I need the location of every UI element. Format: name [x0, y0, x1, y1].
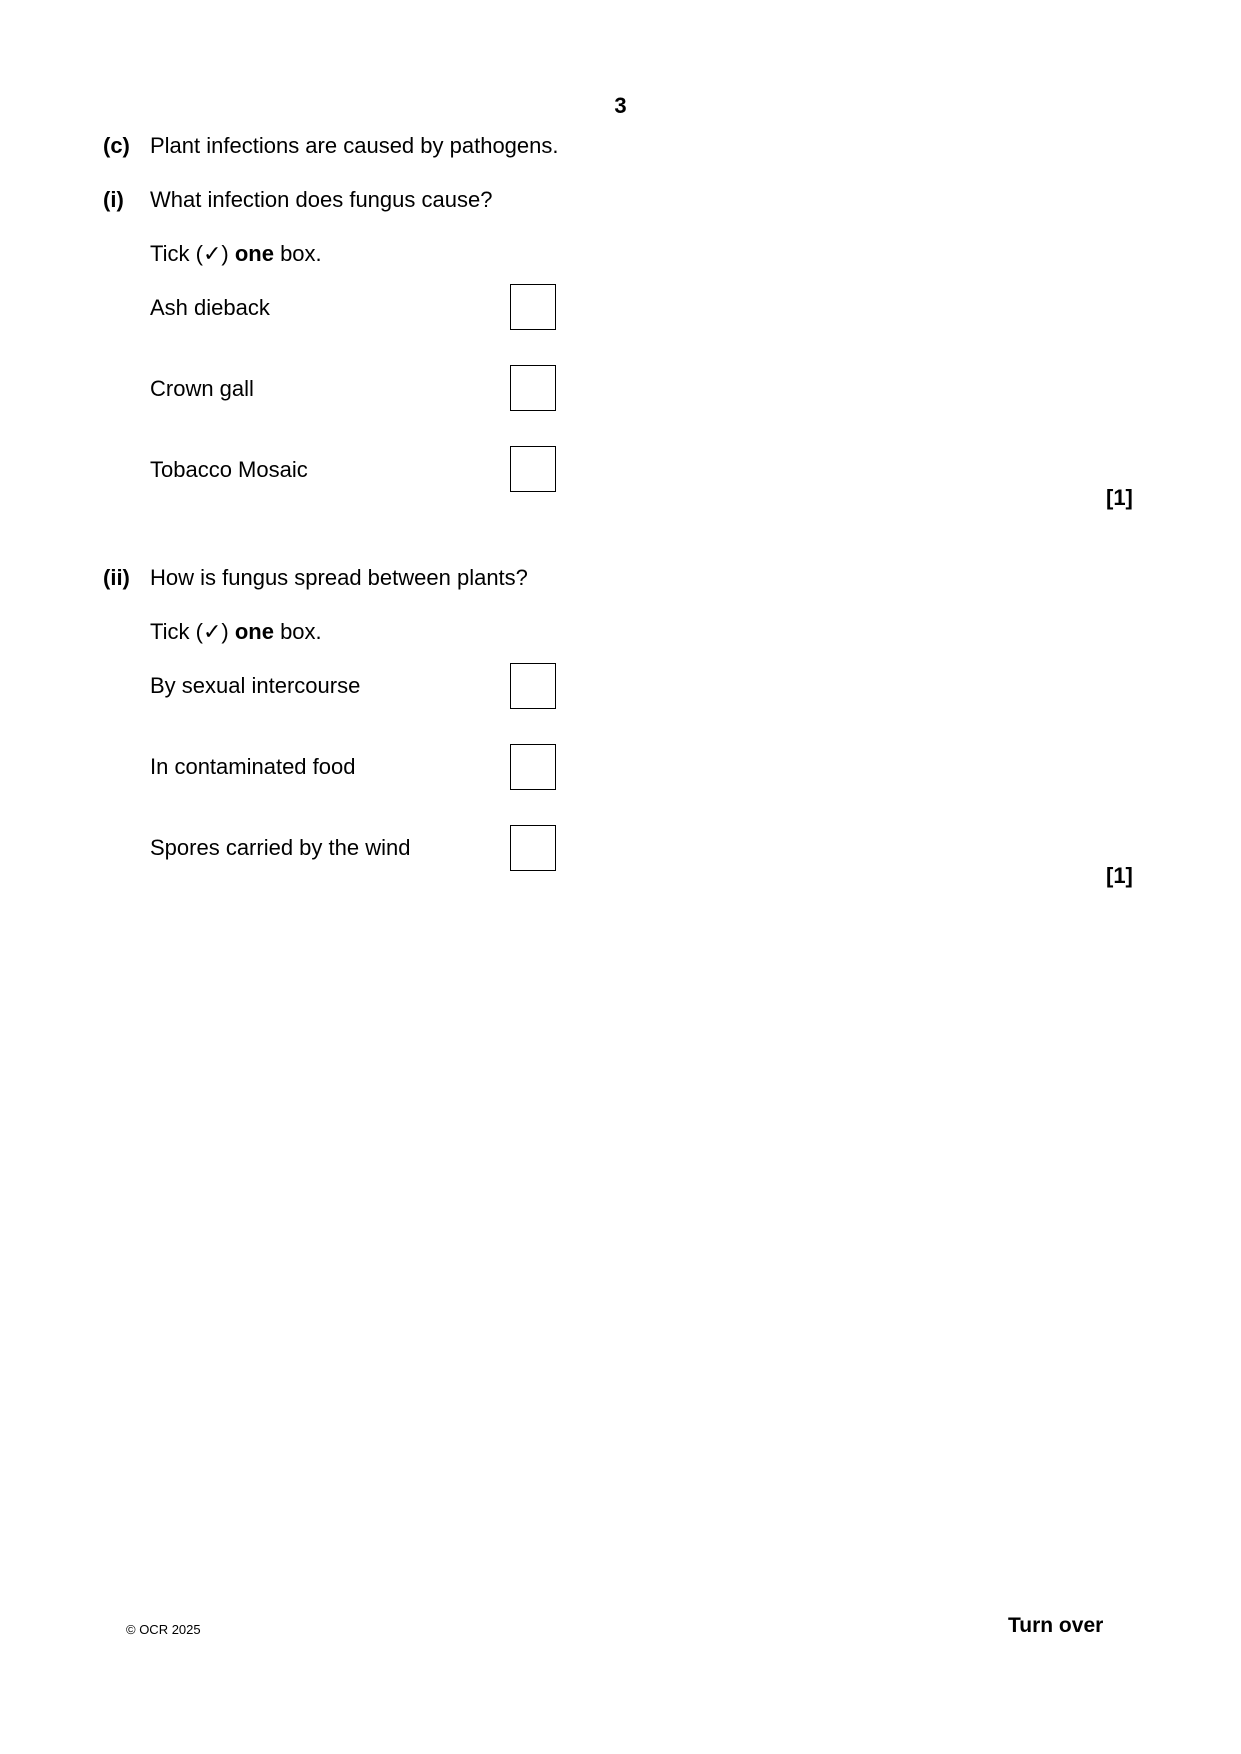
option-tobacco-mosaic-checkbox[interactable]: [510, 446, 556, 492]
option-spores-wind-label: Spores carried by the wind: [150, 835, 411, 860]
option-contaminated-food-checkbox[interactable]: [510, 744, 556, 790]
option-spores-wind-checkbox[interactable]: [510, 825, 556, 871]
part-c-text: Plant infections are caused by pathogens.: [150, 133, 559, 158]
question-i-label: (i): [103, 187, 124, 212]
option-contaminated-food-label: In contaminated food: [150, 754, 356, 779]
part-c-label: (c): [103, 133, 130, 158]
option-crown-gall-label: Crown gall: [150, 376, 254, 401]
question-i-instruction: [150, 241, 322, 267]
instruction-emphasis: one: [234, 241, 274, 266]
question-ii-text: How is fungus spread between plants?: [150, 565, 528, 590]
question-ii-instruction: [150, 619, 322, 645]
question-i-text: What infection does fungus cause?: [150, 187, 493, 212]
option-ash-dieback-checkbox[interactable]: [510, 284, 556, 330]
option-tobacco-mosaic-label: Tobacco Mosaic: [150, 457, 308, 482]
page-number: 3: [614, 93, 627, 118]
copyright-text: © OCR 2025: [126, 1622, 201, 1637]
instruction-prefix: Tick (✓): [150, 241, 235, 266]
question-ii-label: (ii): [103, 565, 130, 590]
instruction-suffix: box.: [273, 619, 322, 644]
instruction-emphasis: one: [234, 619, 274, 644]
option-sexual-intercourse-checkbox[interactable]: [510, 663, 556, 709]
instruction-suffix: box.: [273, 241, 322, 266]
instruction-prefix: Tick (✓): [150, 619, 235, 644]
question-i-marks: [1]: [1106, 485, 1133, 510]
turn-over-text: Turn over: [1008, 1614, 1104, 1637]
option-sexual-intercourse-label: By sexual intercourse: [150, 673, 361, 698]
option-crown-gall-checkbox[interactable]: [510, 365, 556, 411]
question-ii-marks: [1]: [1106, 863, 1133, 888]
option-ash-dieback-label: Ash dieback: [150, 295, 270, 320]
